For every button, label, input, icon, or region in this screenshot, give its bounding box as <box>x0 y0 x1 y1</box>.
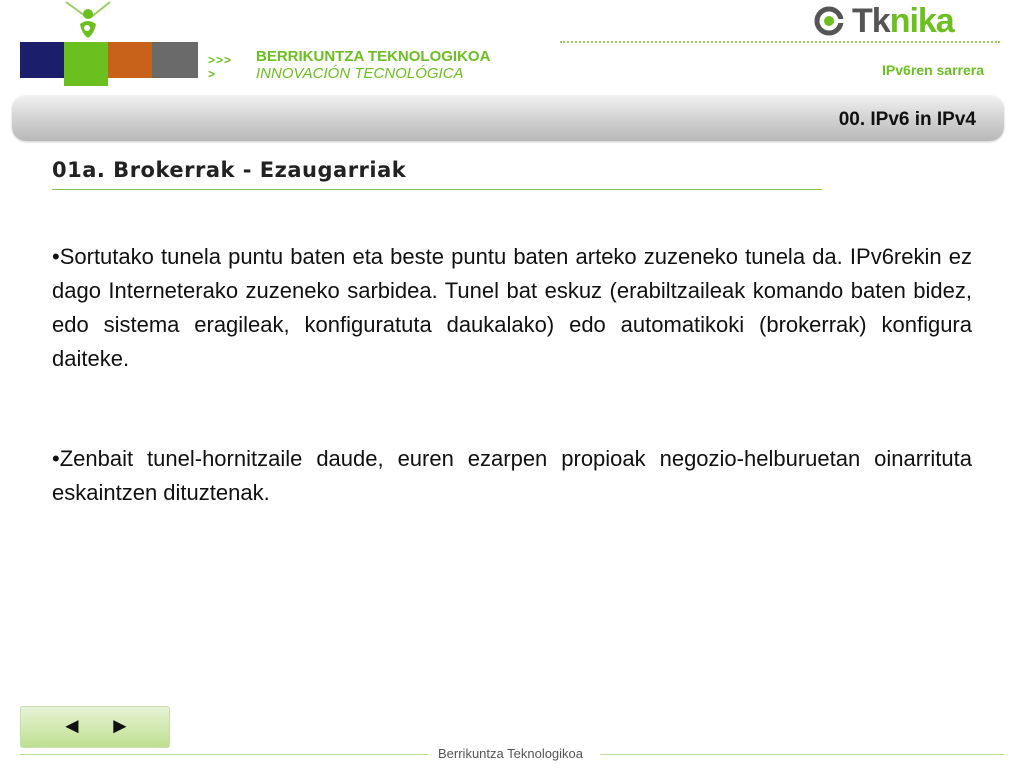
header-dotted-divider <box>560 41 1000 43</box>
logo-text-accent: nika <box>889 2 954 40</box>
footer-label: Berrikuntza Teknologikoa <box>438 746 584 761</box>
tknika-logo <box>852 2 954 41</box>
tknika-logo-icon <box>814 6 844 36</box>
heading-underline <box>52 189 822 190</box>
header-title-secondary: INNOVACIÓN TECNOLÓGICA <box>256 65 464 82</box>
next-slide-button[interactable]: ► <box>109 713 131 738</box>
header-arrows: >>> > <box>208 53 233 81</box>
slide-navigation <box>20 706 170 748</box>
footer-divider-left <box>20 754 428 755</box>
footer-divider-right <box>600 754 1004 755</box>
bullet-paragraph: •Zenbait tunel-hornitzaile daude, euren ezarpen propioak negozio-helburuetan oinarrituta eskaintzen dituztenak. <box>52 446 972 505</box>
section-heading: 01a. Brokerrak - Ezaugarriak <box>52 158 407 182</box>
banner-title: 00. IPv6 in IPv4 <box>838 109 976 130</box>
header-square-green <box>64 42 108 86</box>
header-square-gray <box>152 42 198 78</box>
mascot-icon <box>60 0 116 44</box>
slide-banner <box>12 95 1004 141</box>
header-square-orange <box>108 42 152 78</box>
bullet-paragraph: •Sortutako tunela puntu baten eta beste puntu baten arteko zuzeneko tunela da. IPv6rekin ez dago Interneterako zuzeneko sarbidea. Tunel bat eskuz (erabiltzaileak komando baten bidez, edo sistema eragileak, konfiguratuta daukalako) edo automatikoki (brokerrak) konfigura daiteke. <box>52 244 972 371</box>
header-square-navy <box>20 42 64 78</box>
presentation-subtitle: IPv6ren sarrera <box>882 62 984 78</box>
logo-text-prefix: Tk <box>852 2 890 40</box>
header-title-primary: BERRIKUNTZA TEKNOLOGIKOA <box>256 48 491 65</box>
previous-slide-button[interactable]: ◄ <box>61 713 83 738</box>
